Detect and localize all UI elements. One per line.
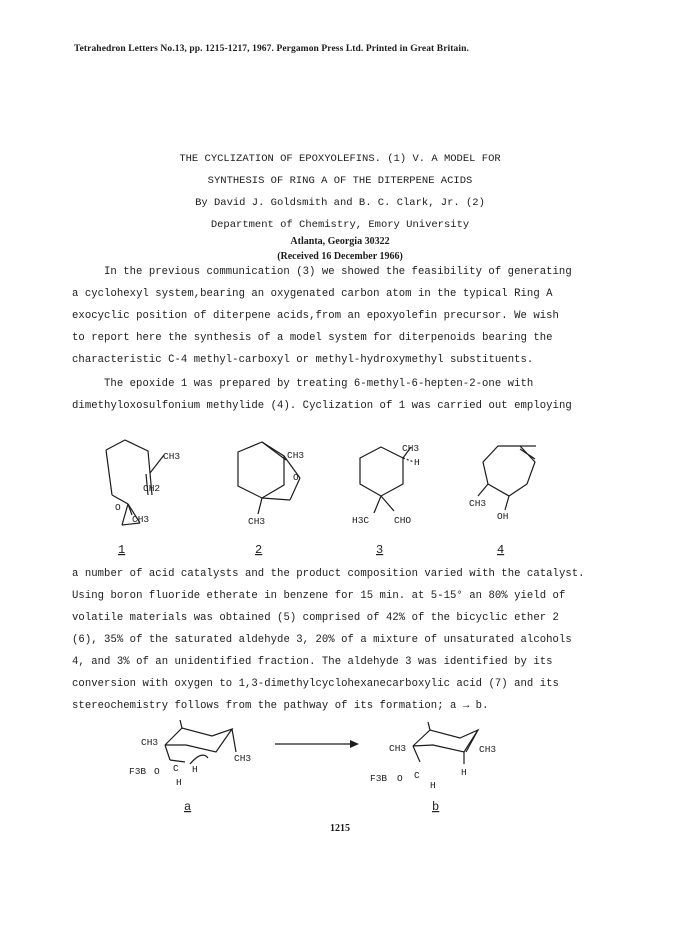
compound-number: 2	[255, 543, 263, 557]
ch3-label: CH3	[402, 443, 420, 454]
ch2-label: CH2	[143, 483, 161, 494]
o-label: O	[154, 766, 160, 777]
h-label: H	[414, 457, 420, 468]
affiliation: Department of Chemistry, Emory University	[210, 219, 470, 231]
scheme-letter: a	[184, 800, 192, 814]
ch3-label: CH3	[389, 743, 407, 754]
h-label: H	[192, 764, 198, 775]
paragraph-line: a cyclohexyl system,bearing an oxygenated carbon atom in the typical Ring A	[72, 288, 553, 300]
scheme-letter: b	[432, 800, 440, 814]
f3b-label: F3B	[129, 766, 147, 777]
ch3-label: CH3	[248, 516, 266, 527]
compound-number: 4	[497, 543, 505, 557]
paragraph-line: The epoxide 1 was prepared by treating 6-methyl-6-hepten-2-one with	[104, 378, 534, 390]
ch3-label: CH3	[469, 498, 487, 509]
paragraph-line: 4, and 3% of an unidentified fraction. The aldehyde 3 was identified by its	[72, 656, 553, 668]
page-number: 1215	[330, 823, 350, 834]
paragraph-line: exocyclic position of diterpene acids,from an epoxyolefin precursor. We wish	[72, 310, 559, 322]
cho-label: CHO	[394, 515, 412, 526]
paragraph-line: characteristic C-4 methyl-carboxyl or methyl-hydroxymethyl substituents.	[72, 354, 534, 366]
f3b-label: F3B	[370, 773, 388, 784]
c-label: C	[414, 770, 420, 781]
ch3-label: CH3	[234, 753, 252, 764]
received-date: (Received 16 December 1966)	[277, 251, 403, 262]
c-label: C	[173, 763, 179, 774]
paragraph-line: a number of acid catalysts and the product composition varied with the catalyst.	[72, 568, 585, 580]
ch3-label: CH3	[287, 450, 305, 461]
compound-number: 3	[376, 543, 384, 557]
ch3-label: CH3	[141, 737, 159, 748]
paragraph-line: stereochemistry follows from the pathway of its formation; a → b.	[72, 700, 489, 712]
o-label: O	[397, 773, 403, 784]
paragraph-line: (6), 35% of the saturated aldehyde 3, 20% of a mixture of unsaturated alcohols	[72, 634, 572, 646]
authors: By David J. Goldsmith and B. C. Clark, Jr. (2)	[195, 197, 485, 209]
journal-header: Tetrahedron Letters No.13, pp. 1215-1217, 1967. Pergamon Press Ltd. Printed in Great Britain.	[74, 44, 469, 54]
paragraph-line: dimethyloxosulfonium methylide (4). Cyclization of 1 was carried out employing	[72, 400, 572, 412]
o-label: O	[293, 472, 299, 483]
compound-number: 1	[118, 543, 126, 557]
paragraph-line: volatile materials was obtained (5) comprised of 42% of the bicyclic ether 2	[72, 612, 559, 624]
title-line-2: SYNTHESIS OF RING A OF THE DITERPENE ACIDS	[207, 175, 473, 187]
h-label: H	[461, 767, 467, 778]
o-label: O	[115, 502, 121, 513]
h-label: H	[176, 777, 182, 788]
ch3-label: CH3	[479, 744, 497, 755]
paragraph-line: In the previous communication (3) we showed the feasibility of generating	[104, 266, 572, 278]
paragraph-line: conversion with oxygen to 1,3-dimethylcyclohexanecarboxylic acid (7) and its	[72, 678, 559, 690]
oh-label: OH	[497, 511, 509, 522]
location: Atlanta, Georgia 30322	[290, 236, 390, 247]
ch3-label: CH3	[132, 514, 150, 525]
paragraph-line: to report here the synthesis of a model system for diterpenoids bearing the	[72, 332, 553, 344]
title-line-1: THE CYCLIZATION OF EPOXYOLEFINS. (1) V. A MODEL FOR	[179, 153, 501, 165]
ch3-label: CH3	[163, 451, 181, 462]
paragraph-line: Using boron fluoride etherate in benzene for 15 min. at 5-15° an 80% yield of	[72, 590, 566, 602]
h3c-label: H3C	[352, 515, 370, 526]
h-label: H	[430, 780, 436, 791]
